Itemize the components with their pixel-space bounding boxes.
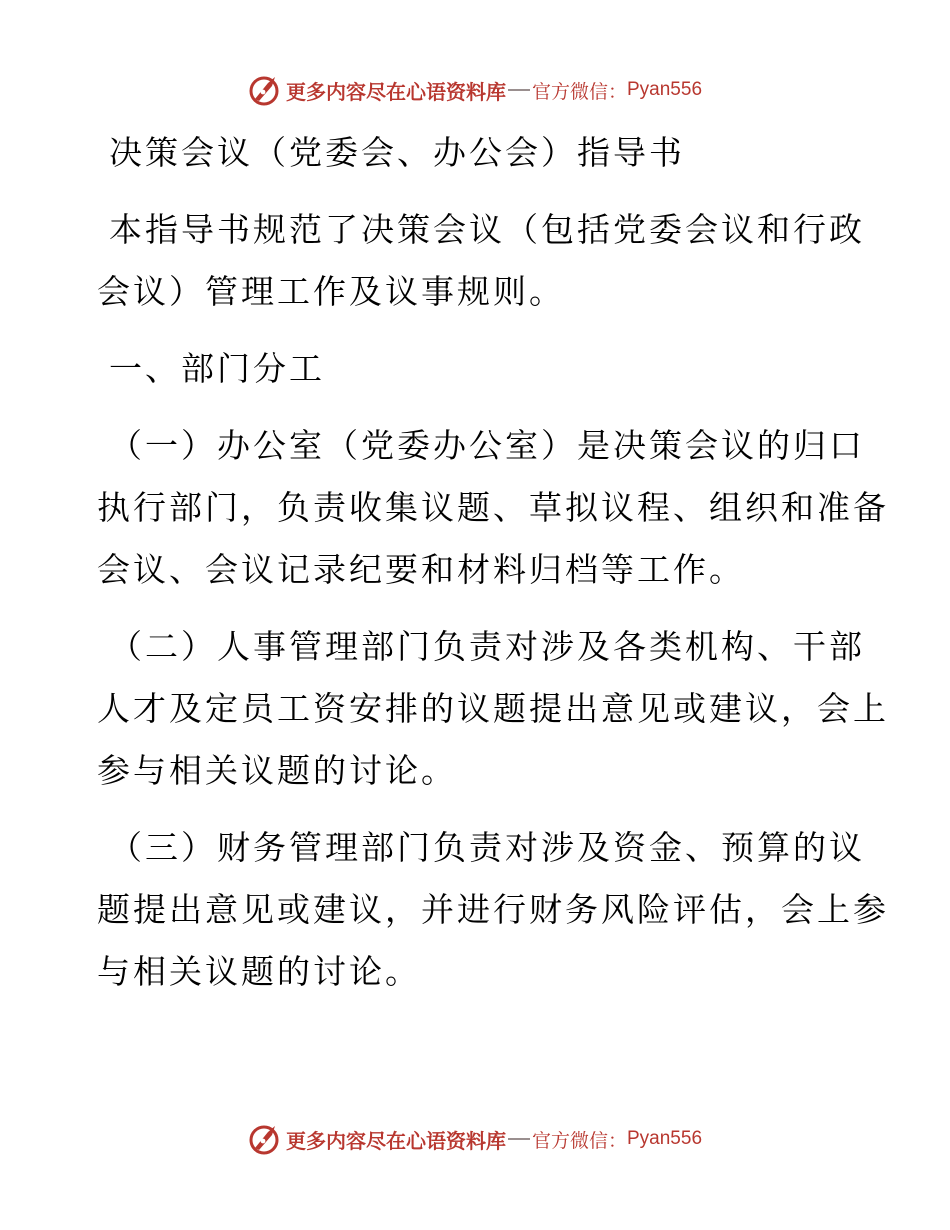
intro-line: 本指导书规范了决策会议（包括党委会议和行政 bbox=[109, 210, 865, 249]
item-line: 会议、会议记录纪要和材料归档等工作。 bbox=[97, 550, 745, 589]
item-line: （二）人事管理部门负责对涉及各类机构、干部 bbox=[109, 627, 865, 666]
item-line: （三）财务管理部门负责对涉及资金、预算的议 bbox=[109, 828, 865, 867]
document-body bbox=[97, 122, 889, 1003]
pen-nib-logo-icon bbox=[248, 73, 282, 107]
watermark-wechat-label: 官方微信： bbox=[531, 1129, 627, 1152]
intro-line: 会议）管理工作及议事规则。 bbox=[97, 272, 565, 311]
item-line: 执行部门，负责收集议题、草拟议程、组织和准备 bbox=[97, 488, 889, 527]
pen-nib-logo-icon bbox=[248, 1122, 282, 1156]
watermark-text: 更多内容尽在心语资料库 bbox=[285, 1128, 506, 1153]
item-paragraph-2 bbox=[97, 616, 889, 802]
watermark-wechat-label: 官方微信： bbox=[531, 80, 627, 103]
watermark-wechat-id: Pyan556 bbox=[627, 79, 703, 100]
watermark-text: 更多内容尽在心语资料库 bbox=[285, 79, 506, 104]
item-paragraph-1 bbox=[97, 415, 889, 601]
watermark-dash bbox=[508, 1138, 530, 1140]
item-paragraph-3 bbox=[97, 817, 889, 1003]
document-title: 决策会议（党委会、办公会）指导书 bbox=[109, 133, 685, 172]
item-line: 与相关议题的讨论。 bbox=[97, 952, 421, 991]
watermark-dash bbox=[508, 89, 530, 91]
item-line: （一）办公室（党委办公室）是决策会议的归口 bbox=[109, 426, 865, 465]
header-watermark-banner bbox=[0, 70, 950, 110]
section-heading: 一、部门分工 bbox=[109, 349, 325, 388]
item-line: 题提出意见或建议，并进行财务风险评估，会上参 bbox=[97, 890, 889, 929]
item-line: 参与相关议题的讨论。 bbox=[97, 751, 457, 790]
footer-watermark-banner bbox=[0, 1119, 950, 1159]
item-line: 人才及定员工资安排的议题提出意见或建议，会上 bbox=[97, 689, 889, 728]
intro-paragraph bbox=[97, 199, 865, 323]
watermark-wechat-id: Pyan556 bbox=[627, 1128, 703, 1149]
